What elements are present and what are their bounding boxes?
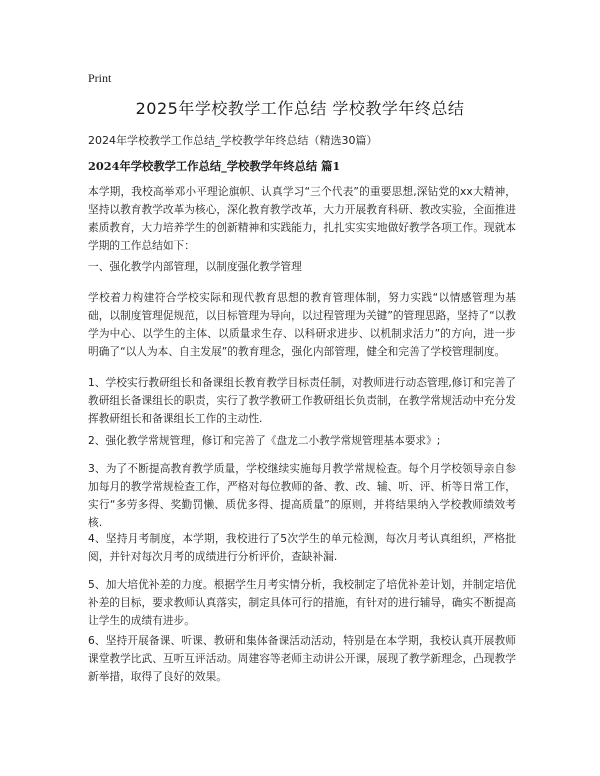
paragraph-item-5: 5、加大培优补差的力度。根据学生月考实情分析，我校制定了培优补差计划，并制定培优补差的目标，要求教师认真落实，制定具体可行的措施，有针对的进行辅导，确实不断提高让学生的成绩有进步。 [88, 578, 516, 627]
paragraph-intro: 本学期，我校高举邓小平理论旗帜、认真学习“三个代表”的重要思想,深钻党的xx大精神，坚持以教育教学改革为核心，深化教育教学改革，大力开展教育科研、教改实验，全面推进素质教育，大力培养学生的创新精神和实践能力，扎扎实实实地做好教学各项工作。现就本学期的工作总结如下： [88, 185, 516, 252]
paragraph-item-3: 3、为了不断提高教育教学质量，学校继续实施每月教学常规检查。每个月学校领导亲自参加每月的教学常规检查工作，严格对每位教师的备、教、改、辅、听、评、析等日常工作，实行“多劳多得、奖勤罚懒、质优多得、提高质量”的原则，并将结果纳入学校教师绩效考核. [88, 462, 516, 529]
print-link[interactable]: Print [88, 71, 112, 85]
paragraph-item-4: 4、坚持月考制度，本学期，我校进行了5次学生的单元检测，每次月考认真组织，严格批阅，并针对每次月考的成绩进行分析评价，查缺补漏. [88, 532, 516, 563]
paragraph-item-1: 1、学校实行教研组长和备课组长教育教学目标责任制，对教师进行动态管理,修订和完善了教研组长备课组长的职责，实行了教学教研工作教研组长负责制，在教学常规活动中充分发挥教研组长和备课组长工作的主动性. [88, 376, 516, 425]
paragraph-item-6: 6、坚持开展备课、听课、教研和集体备课活动活动，特别是在本学期，我校认真开展教师课堂教学比武、互听互评活动。周建容等老师主动讲公开课，展现了教学新理念，凸现教学新举措，取得了良好的效果。 [88, 634, 516, 683]
paragraph-management: 学校着力构建符合学校实际和现代教育思想的教育管理体制，努力实践“以情感管理为基础，以制度管理促规范，以目标管理为导向，以过程管理为关键”的管理思路，坚持了“以教学为中心、以学生的主体、以质量求生存、以科研求进步、以机制求活力”的方向，进一步明确了“以人为本、自主发展”的教育理念，强化内部管理，健全和完善了学校管理制度。 [88, 291, 516, 358]
document-subtitle: 2024年学校教学工作总结_学校教学年终总结（精选30篇） [88, 134, 378, 147]
heading-part-one: 一、强化教学内部管理，以制度强化教学管理 [88, 260, 302, 273]
paragraph-item-2: 2、强化教学常规管理，修订和完善了《盘龙二小教学常规管理基本要求》; [88, 434, 441, 447]
section-heading: 2024年学校教学工作总结_学校教学年终总结 篇1 [88, 159, 341, 173]
page-title: 2025年学校教学工作总结 学校教学年终总结 [135, 99, 465, 118]
